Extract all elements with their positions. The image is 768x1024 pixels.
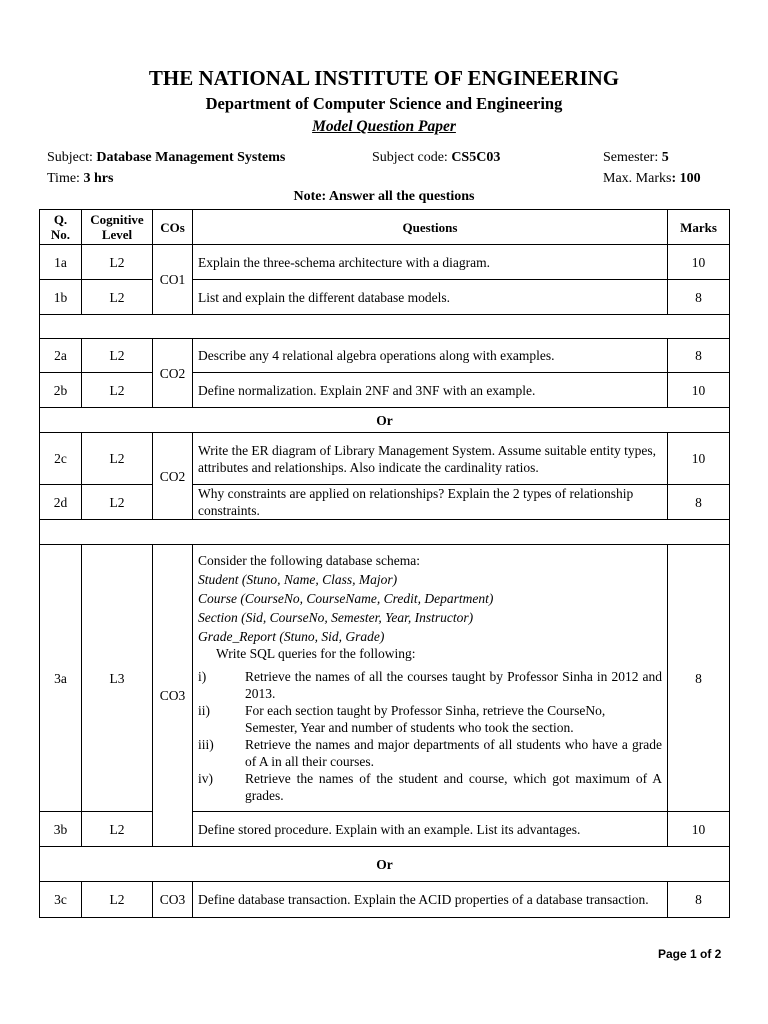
question-number: 2d: [40, 485, 82, 520]
subquestion-text: Retrieve the names of all the courses taught by Professor Sinha in 2012 and 2013.: [245, 669, 662, 701]
schema-grade-report: Grade_Report (Stuno, Sid, Grade): [198, 629, 385, 644]
table-row: [40, 245, 730, 280]
question-text: Write the ER diagram of Library Management System. Assume suitable entity types, attributes and relationships. Also indicate the cardinality ratios.: [193, 433, 668, 485]
question-text: Define database transaction. Explain the ACID properties of a database transaction.: [193, 882, 668, 918]
semester-label: Semester:: [603, 150, 659, 165]
course-outcome: CO2: [153, 339, 193, 408]
subquestion: [198, 702, 662, 719]
question-number: 3c: [40, 882, 82, 918]
question-marks: 10: [668, 812, 730, 847]
table-row: [40, 433, 730, 485]
question-number: 1b: [40, 280, 82, 315]
subquestion: [198, 770, 662, 804]
cognitive-level: L2: [82, 245, 153, 280]
subject-code-value: CS5C03: [451, 150, 501, 165]
schema-course: Course (CourseNo, CourseName, Credit, Department): [198, 591, 494, 606]
table-row: [40, 545, 730, 812]
course-outcome: CO1: [153, 245, 193, 315]
header-cognitive-level: Cognitive Level: [82, 210, 153, 245]
subquestion: [198, 668, 662, 702]
cognitive-level: L2: [82, 373, 153, 408]
question-marks: 8: [668, 339, 730, 373]
question-marks: 10: [668, 433, 730, 485]
or-row: [40, 847, 730, 882]
cognitive-level: L2: [82, 339, 153, 373]
or-label: Or: [40, 408, 730, 433]
course-outcome: CO2: [153, 433, 193, 520]
time-label: Time:: [47, 171, 80, 186]
cognitive-level: L2: [82, 812, 153, 847]
subject-code-label: Subject code:: [372, 150, 448, 165]
subquestion-number: iii): [198, 737, 214, 752]
separator-cell: [40, 315, 730, 339]
separator-row: [40, 315, 730, 339]
question-text: Define stored procedure. Explain with an example. List its advantages.: [193, 812, 668, 847]
header-cos: COs: [153, 210, 193, 245]
time-value: 3 hrs: [83, 171, 114, 186]
subquestion-text: Retrieve the names of the student and course, which got maximum of A grades.: [245, 771, 662, 803]
table-row: [40, 339, 730, 373]
max-marks-field: [603, 171, 701, 187]
question-marks: 10: [668, 245, 730, 280]
schema-intro: Consider the following database schema:: [198, 553, 420, 568]
question-number: 2a: [40, 339, 82, 373]
note: Note: Answer all the questions: [293, 189, 475, 204]
or-label: Or: [40, 847, 730, 882]
question-number: 3a: [40, 545, 82, 812]
question-marks: 8: [668, 485, 730, 520]
question-text: Explain the three-schema architecture with a diagram.: [193, 245, 668, 280]
question-number: 1a: [40, 245, 82, 280]
schema-section: Section (Sid, CourseNo, Semester, Year, Instructor): [198, 610, 474, 625]
subquestion-text: Retrieve the names and major departments of all students who have a grade of A in all their courses.: [245, 737, 662, 769]
institute-title: THE NATIONAL INSTITUTE OF ENGINEERING: [148, 66, 620, 90]
semester-field: [603, 150, 669, 166]
question-marks: 10: [668, 373, 730, 408]
max-marks-value: : 100: [671, 171, 701, 186]
table-header-row: [40, 210, 730, 245]
or-row: [40, 408, 730, 433]
cognitive-level: L2: [82, 485, 153, 520]
question-text: Define normalization. Explain 2NF and 3NF with an example.: [193, 373, 668, 408]
sql-task: Write SQL queries for the following:: [216, 646, 416, 661]
question-table: [39, 209, 730, 918]
course-outcome: CO3: [153, 545, 193, 847]
question-text: List and explain the different database models.: [193, 280, 668, 315]
subquestion-text: Semester, Year and number of students who took the section.: [245, 720, 574, 735]
question-text: Why constraints are applied on relationships? Explain the 2 types of relationship constraints.: [193, 485, 668, 520]
subquestion: [198, 736, 662, 770]
subquestion-text: For each section taught by Professor Sinha, retrieve the CourseNo,: [245, 703, 606, 718]
separator-cell: [40, 520, 730, 545]
table-row: [40, 882, 730, 918]
question-text: [193, 545, 668, 812]
cognitive-level: L2: [82, 882, 153, 918]
table-row: [40, 485, 730, 520]
subject-code-field: [372, 150, 500, 166]
question-number: 2c: [40, 433, 82, 485]
schema-student: Student (Stuno, Name, Class, Major): [198, 572, 398, 587]
subquestion-number: i): [198, 669, 207, 684]
question-number: 2b: [40, 373, 82, 408]
table-row: [40, 280, 730, 315]
header-questions: Questions: [193, 210, 668, 245]
table-row: [40, 373, 730, 408]
subject-value: Database Management Systems: [96, 150, 286, 165]
question-text: Describe any 4 relational algebra operations along with examples.: [193, 339, 668, 373]
question-marks: 8: [668, 545, 730, 812]
subquestion-number: iv): [198, 771, 213, 786]
question-marks: 8: [668, 882, 730, 918]
cognitive-level: L3: [82, 545, 153, 812]
question-number: 3b: [40, 812, 82, 847]
header-marks: Marks: [668, 210, 730, 245]
time-field: [47, 171, 113, 187]
subject-field: [47, 150, 285, 166]
department-title: Department of Computer Science and Engineering: [205, 94, 563, 113]
semester-value: 5: [661, 150, 669, 165]
question-marks: 8: [668, 280, 730, 315]
separator-row: [40, 520, 730, 545]
table-row: [40, 812, 730, 847]
paper-type: Model Question Paper: [312, 118, 456, 135]
header-qno: Q. No.: [40, 210, 82, 245]
cognitive-level: L2: [82, 433, 153, 485]
subject-label: Subject:: [47, 150, 93, 165]
subquestion-number: ii): [198, 703, 210, 718]
cognitive-level: L2: [82, 280, 153, 315]
subquestion-continuation: [198, 719, 662, 736]
course-outcome: CO3: [153, 882, 193, 918]
max-marks-label: Max. Marks: [603, 171, 672, 186]
page-number: Page 1 of 2: [658, 947, 722, 961]
